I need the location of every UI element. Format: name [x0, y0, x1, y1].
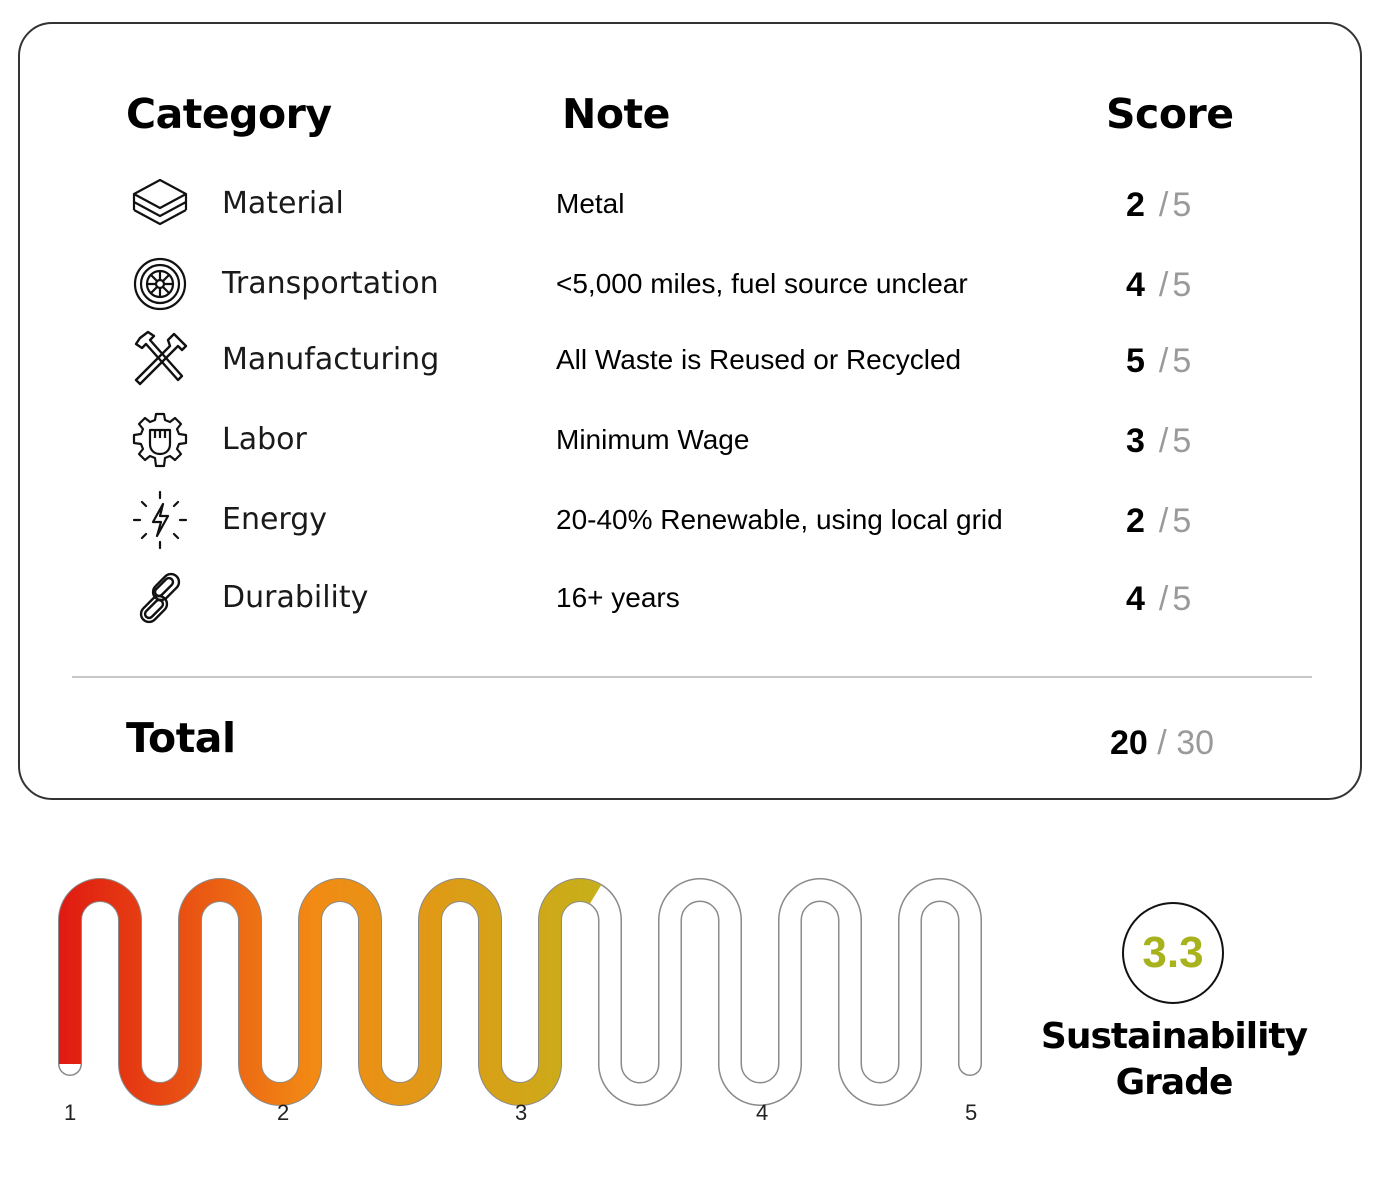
category-label: Energy — [222, 502, 328, 537]
note-text: 20-40% Renewable, using local grid — [556, 504, 1003, 535]
note-text: <5,000 miles, fuel source unclear — [556, 268, 968, 299]
grade-label: Sustainability Grade — [1040, 1016, 1308, 1103]
note-text: 16+ years — [556, 582, 680, 613]
meter-fill — [70, 890, 970, 1094]
header-score: Score — [1106, 90, 1234, 138]
scale-tick: 3 — [515, 1100, 528, 1125]
score-value: 5 / 5 — [1126, 342, 1192, 380]
meter-track — [70, 890, 970, 1094]
category-label: Transportation — [222, 266, 439, 301]
note-text: All Waste is Reused or Recycled — [556, 344, 962, 375]
grade-badge — [1122, 902, 1224, 1004]
score-value: 4 / 5 — [1126, 266, 1192, 304]
header-category: Category — [126, 90, 332, 138]
category-label: Manufacturing — [222, 342, 440, 377]
category-label: Material — [222, 186, 344, 221]
scale-tick: 5 — [965, 1100, 978, 1125]
category-label: Durability — [222, 580, 369, 615]
score-value: 4 / 5 — [1126, 580, 1192, 618]
note-text: Minimum Wage — [556, 424, 750, 455]
category-label: Labor — [222, 422, 307, 457]
score-value: 2 / 5 — [1126, 502, 1192, 540]
score-value: 3 / 5 — [1126, 422, 1192, 460]
total-score: 20 / 30 — [1110, 724, 1215, 762]
note-text: Metal — [556, 188, 625, 219]
score-value: 2 / 5 — [1126, 186, 1192, 224]
scale-tick: 4 — [756, 1100, 769, 1125]
total-label: Total — [126, 714, 236, 762]
header-note: Note — [562, 90, 670, 138]
scale-tick: 2 — [277, 1100, 290, 1125]
grade-value: 3.3 — [1142, 928, 1204, 977]
meter-track-outline — [70, 890, 970, 1094]
scale-tick: 1 — [64, 1100, 77, 1125]
